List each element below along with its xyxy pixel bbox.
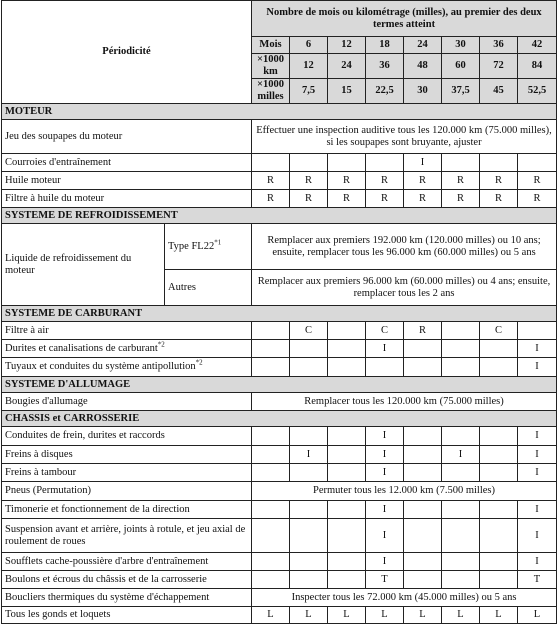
schedule-cell: [442, 571, 480, 589]
km-value: 84: [518, 54, 557, 79]
schedule-cell: [366, 358, 404, 377]
schedule-cell: [404, 427, 442, 446]
schedule-cell: I: [366, 553, 404, 571]
schedule-cell: [252, 553, 290, 571]
schedule-cell: L: [442, 607, 480, 624]
schedule-cell: [328, 464, 366, 482]
table-row: [2, 446, 557, 464]
schedule-cell: I: [366, 446, 404, 464]
schedule-cell: [404, 553, 442, 571]
schedule-cell: [328, 553, 366, 571]
table-row: [2, 224, 557, 270]
schedule-cell: [252, 519, 290, 553]
schedule-cell: [442, 553, 480, 571]
schedule-cell: I: [366, 340, 404, 358]
schedule-cell: I: [518, 446, 557, 464]
schedule-cell: I: [518, 340, 557, 358]
schedule-cell: I: [366, 464, 404, 482]
coolant-type-label: Autres: [165, 270, 252, 306]
schedule-cell: [290, 501, 328, 519]
miles-value: 7,5: [290, 79, 328, 104]
schedule-cell: I: [518, 553, 557, 571]
row-label: Courroies d'entraînement: [2, 154, 252, 172]
schedule-cell: [328, 322, 366, 340]
schedule-cell: [328, 571, 366, 589]
schedule-cell: [290, 464, 328, 482]
row-label: Filtre à huile du moteur: [2, 190, 252, 208]
schedule-cell: [290, 553, 328, 571]
month-value: 6: [290, 37, 328, 54]
row-note: Remplacer aux premiers 192.000 km (120.000 milles) ou 10 ans; ensuite, remplacer tous les 96.000 km (60.000 milles) ou 5 ans: [252, 224, 557, 270]
km-value: 60: [442, 54, 480, 79]
schedule-cell: [252, 154, 290, 172]
schedule-cell: I: [366, 501, 404, 519]
schedule-cell: [518, 322, 557, 340]
schedule-cell: [442, 340, 480, 358]
month-value: 24: [404, 37, 442, 54]
schedule-cell: L: [480, 607, 518, 624]
schedule-cell: L: [252, 607, 290, 624]
schedule-cell: [480, 571, 518, 589]
schedule-cell: [290, 154, 328, 172]
km-value: 24: [328, 54, 366, 79]
schedule-cell: [480, 501, 518, 519]
schedule-cell: R: [404, 322, 442, 340]
schedule-cell: [480, 427, 518, 446]
row-label: Boulons et écrous du châssis et de la carrosserie: [2, 571, 252, 589]
row-label: Conduites de frein, durites et raccords: [2, 427, 252, 446]
table-row: [2, 358, 557, 377]
row-label: Freins à tambour: [2, 464, 252, 482]
schedule-cell: R: [404, 172, 442, 190]
miles-value: 45: [480, 79, 518, 104]
row-label: Huile moteur: [2, 172, 252, 190]
table-row: [2, 427, 557, 446]
table-row: [2, 501, 557, 519]
section-title: SYSTEME DE CARBURANT: [2, 306, 557, 322]
miles-label: ×1000 milles: [252, 79, 290, 104]
schedule-cell: T: [518, 571, 557, 589]
schedule-cell: R: [252, 172, 290, 190]
row-label: Durites et canalisations de carburant$^{*2}$: [2, 340, 252, 358]
schedule-cell: [442, 322, 480, 340]
table-row: [2, 464, 557, 482]
row-note: Permuter tous les 12.000 km (7.500 milles): [252, 482, 557, 501]
row-label: Timonerie et fonctionnement de la direction: [2, 501, 252, 519]
schedule-cell: [290, 358, 328, 377]
table-row: [2, 571, 557, 589]
schedule-cell: [328, 154, 366, 172]
table-row: [2, 120, 557, 154]
month-value: 12: [328, 37, 366, 54]
schedule-cell: [252, 340, 290, 358]
schedule-cell: C: [366, 322, 404, 340]
schedule-cell: I: [518, 464, 557, 482]
schedule-cell: [442, 501, 480, 519]
schedule-cell: [404, 519, 442, 553]
schedule-cell: [252, 464, 290, 482]
row-label: Jeu des soupapes du moteur: [2, 120, 252, 154]
schedule-cell: T: [366, 571, 404, 589]
schedule-cell: R: [480, 172, 518, 190]
schedule-cell: [518, 154, 557, 172]
km-value: 36: [366, 54, 404, 79]
schedule-cell: I: [404, 154, 442, 172]
schedule-cell: [480, 340, 518, 358]
schedule-cell: R: [290, 190, 328, 208]
km-label: ×1000 km: [252, 54, 290, 79]
schedule-cell: R: [290, 172, 328, 190]
schedule-cell: I: [442, 446, 480, 464]
row-label: Tuyaux et conduites du système antipollution$^{*2}$: [2, 358, 252, 377]
schedule-cell: [442, 427, 480, 446]
km-value: 48: [404, 54, 442, 79]
coolant-type-label: Type FL22$^{*1}$: [165, 224, 252, 270]
row-label: Suspension avant et arrière, joints à rotule, et jeu axial de roulement de roues: [2, 519, 252, 553]
table-row: [2, 607, 557, 624]
miles-value: 52,5: [518, 79, 557, 104]
row-label: Filtre à air: [2, 322, 252, 340]
row-label: Bougies d'allumage: [2, 393, 252, 411]
schedule-cell: R: [442, 190, 480, 208]
miles-value: 30: [404, 79, 442, 104]
miles-value: 37,5: [442, 79, 480, 104]
row-note: Inspecter tous les 72.000 km (45.000 milles) ou 5 ans: [252, 589, 557, 607]
schedule-cell: I: [366, 427, 404, 446]
schedule-cell: [252, 427, 290, 446]
schedule-cell: [404, 358, 442, 377]
km-value: 12: [290, 54, 328, 79]
schedule-cell: R: [480, 190, 518, 208]
schedule-cell: [290, 571, 328, 589]
schedule-cell: I: [518, 358, 557, 377]
interval-title: Nombre de mois ou kilométrage (milles), au premier des deux termes atteint: [252, 1, 557, 37]
schedule-cell: [328, 427, 366, 446]
row-note: Remplacer aux premiers 96.000 km (60.000 milles) ou 4 ans; ensuite, remplacer tous les 2 ans: [252, 270, 557, 306]
schedule-cell: [290, 427, 328, 446]
schedule-cell: [290, 340, 328, 358]
table-row: [2, 482, 557, 501]
schedule-cell: L: [290, 607, 328, 624]
schedule-cell: R: [442, 172, 480, 190]
section-title: SYSTEME D'ALLUMAGE: [2, 377, 557, 393]
schedule-cell: [480, 358, 518, 377]
row-label: Liquide de refroidissement du moteur: [2, 224, 165, 306]
schedule-cell: R: [328, 190, 366, 208]
maintenance-schedule-table: [1, 0, 557, 624]
schedule-cell: [480, 553, 518, 571]
table-row: [2, 154, 557, 172]
row-note: Effectuer une inspection auditive tous les 120.000 km (75.000 milles), si les soupapes sont bruyante, ajuster: [252, 120, 557, 154]
schedule-cell: [404, 446, 442, 464]
schedule-cell: I: [366, 519, 404, 553]
schedule-cell: I: [290, 446, 328, 464]
schedule-cell: R: [366, 172, 404, 190]
table-row: [2, 589, 557, 607]
schedule-cell: [252, 571, 290, 589]
months-label: Mois: [252, 37, 290, 54]
schedule-cell: C: [480, 322, 518, 340]
schedule-cell: [252, 358, 290, 377]
schedule-cell: [442, 464, 480, 482]
row-note: Remplacer tous les 120.000 km (75.000 milles): [252, 393, 557, 411]
schedule-cell: R: [366, 190, 404, 208]
month-value: 42: [518, 37, 557, 54]
schedule-cell: [480, 464, 518, 482]
schedule-cell: I: [518, 501, 557, 519]
schedule-cell: [328, 358, 366, 377]
schedule-cell: [328, 519, 366, 553]
schedule-cell: R: [328, 172, 366, 190]
row-label: Boucliers thermiques du système d'échappement: [2, 589, 252, 607]
schedule-cell: R: [252, 190, 290, 208]
schedule-cell: [328, 446, 366, 464]
section-title: SYSTEME DE REFROIDISSEMENT: [2, 208, 557, 224]
schedule-cell: [480, 154, 518, 172]
schedule-cell: [480, 446, 518, 464]
row-label: Soufflets cache-poussière d'arbre d'entraînement: [2, 553, 252, 571]
section-title: MOTEUR: [2, 104, 557, 120]
month-value: 18: [366, 37, 404, 54]
month-value: 36: [480, 37, 518, 54]
table-row: [2, 393, 557, 411]
schedule-cell: [252, 501, 290, 519]
row-label: Pneus (Permutation): [2, 482, 252, 501]
schedule-cell: [252, 322, 290, 340]
schedule-cell: L: [404, 607, 442, 624]
schedule-cell: I: [518, 519, 557, 553]
schedule-cell: L: [518, 607, 557, 624]
table-row: [2, 553, 557, 571]
schedule-cell: [404, 571, 442, 589]
miles-value: 15: [328, 79, 366, 104]
month-value: 30: [442, 37, 480, 54]
schedule-cell: [252, 446, 290, 464]
schedule-cell: [442, 519, 480, 553]
schedule-cell: [328, 501, 366, 519]
schedule-cell: [366, 154, 404, 172]
row-label: Tous les gonds et loquets: [2, 607, 252, 624]
table-row: [2, 172, 557, 190]
miles-value: 22,5: [366, 79, 404, 104]
schedule-cell: I: [518, 427, 557, 446]
schedule-cell: L: [366, 607, 404, 624]
table-row: [2, 322, 557, 340]
schedule-cell: [404, 340, 442, 358]
schedule-cell: C: [290, 322, 328, 340]
schedule-cell: R: [404, 190, 442, 208]
schedule-cell: L: [328, 607, 366, 624]
schedule-cell: [404, 464, 442, 482]
row-label: Freins à disques: [2, 446, 252, 464]
table-row: [2, 190, 557, 208]
schedule-cell: [442, 154, 480, 172]
periodicity-header: Périodicité: [2, 1, 252, 104]
km-value: 72: [480, 54, 518, 79]
table-row: [2, 519, 557, 553]
schedule-cell: [442, 358, 480, 377]
table-row: [2, 340, 557, 358]
schedule-cell: [290, 519, 328, 553]
schedule-cell: [404, 501, 442, 519]
section-title: CHASSIS et CARROSSERIE: [2, 411, 557, 427]
schedule-cell: R: [518, 190, 557, 208]
schedule-cell: [328, 340, 366, 358]
schedule-cell: R: [518, 172, 557, 190]
schedule-cell: [480, 519, 518, 553]
